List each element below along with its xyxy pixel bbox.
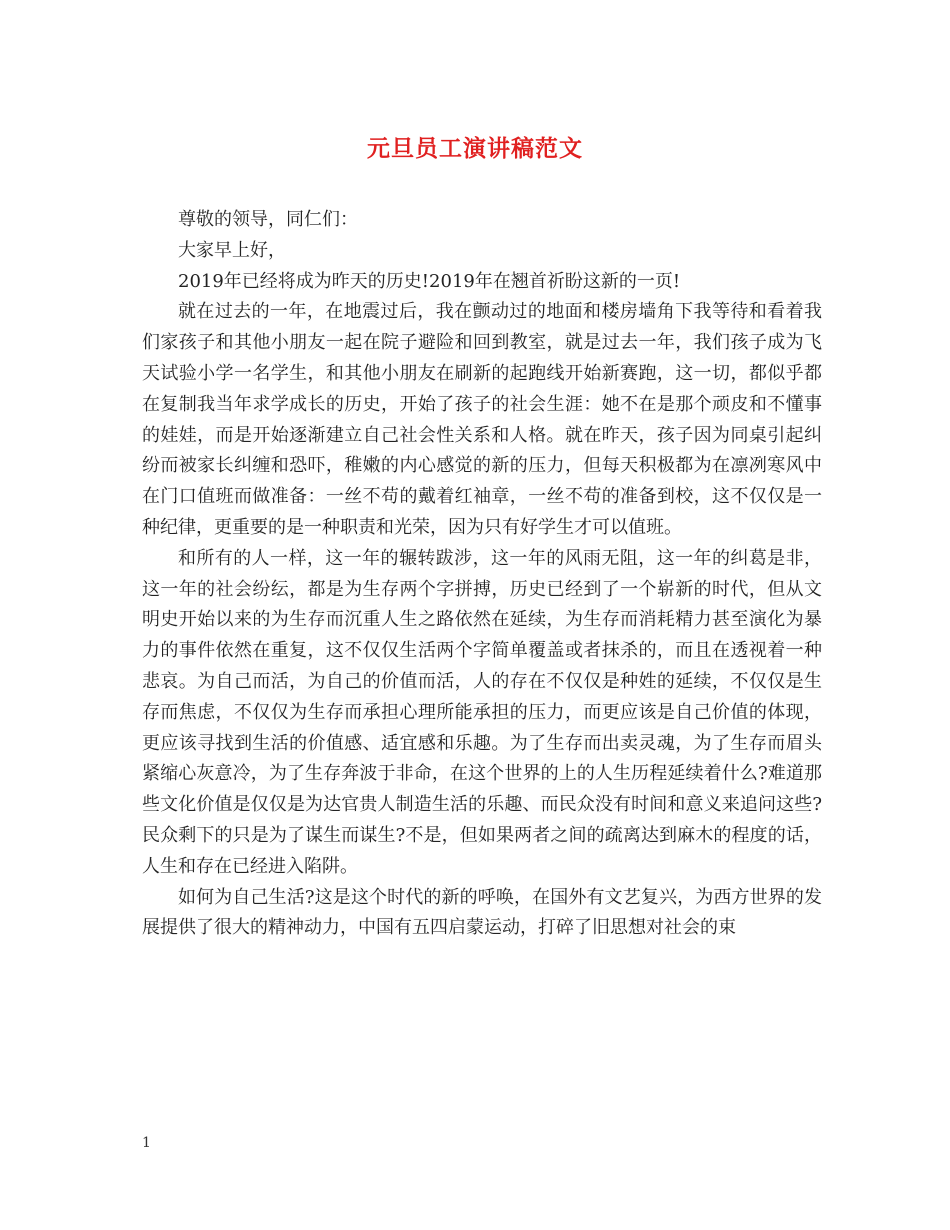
document-body [142,205,822,944]
document-title: 元旦员工演讲稿范文 [367,135,583,162]
paragraph-survival: 和所有的人一样，这一年的辗转跋涉，这一年的风雨无阻，这一年的纠葛是非，这一年的社会纷纭，都是为生存两个字拼搏，历史已经到了一个崭新的时代，但从文明史开始以来的为生存而沉重人生之路依然在延续，为生存而消耗精力甚至演化为暴力的事件依然在重复，这不仅仅生活两个字简单覆盖或者抹杀的，而且在透视着一种悲哀。为自己而活，为自己的价值而活，人的存在不仅仅是种姓的延续，不仅仅是生存而焦虑，不仅仅为生存而承担心理所能承担的压力，而更应该是自己价值的体现，更应该寻找到生活的价值感、适宜感和乐趣。为了生存而出卖灵魂，为了生存而眉头紧缩心灰意冷，为了生存奔波于非命，在这个世界的上的人生历程延续着什么?难道那些文化价值是仅仅是为达官贵人制造生活的乐趣、而民众没有时间和意义来追问这些?民众剩下的只是为了谋生而谋生?不是，但如果两者之间的疏离达到麻木的程度的话，人生和存在已经进入陷阱。 [142,547,822,877]
paragraph-intro: 2019年已经将成为昨天的历史!2019年在翘首祈盼这新的一页! [178,270,681,292]
paragraph-how-to-live: 如何为自己生活?这是这个时代的新的呼唤，在国外有文艺复兴，为西方世界的发展提供了很大的精神动力，中国有五四启蒙运动，打碎了旧思想对社会的束 [142,886,822,939]
paragraph-past-year: 就在过去的一年，在地震过后，我在颤动过的地面和楼房墙角下我等待和看着我们家孩子和其他小朋友一起在院子避险和回到教室，就是过去一年，我们孩子成为飞天试验小学一名学生，和其他小朋友在刷新的起跑线开始新赛跑，这一切，都似乎都在复制我当年求学成长的历史，开始了孩子的社会生涯：她不在是那个顽皮和不懂事的娃娃，而是开始逐渐建立自己社会性关系和人格。就在昨天，孩子因为同桌引起纠纷而被家长纠缠和恐吓，稚嫩的内心感觉的新的压力，但每天积极都为在凛冽寒风中在门口值班而做准备：一丝不苟的戴着红袖章，一丝不苟的准备到校，这不仅仅是一种纪律，更重要的是一种职责和光荣，因为只有好学生才可以值班。 [142,301,822,538]
page-number: 1 [142,1135,151,1151]
salutation: 尊敬的领导，同仁们： [178,209,358,230]
greeting: 大家早上好， [178,239,286,261]
